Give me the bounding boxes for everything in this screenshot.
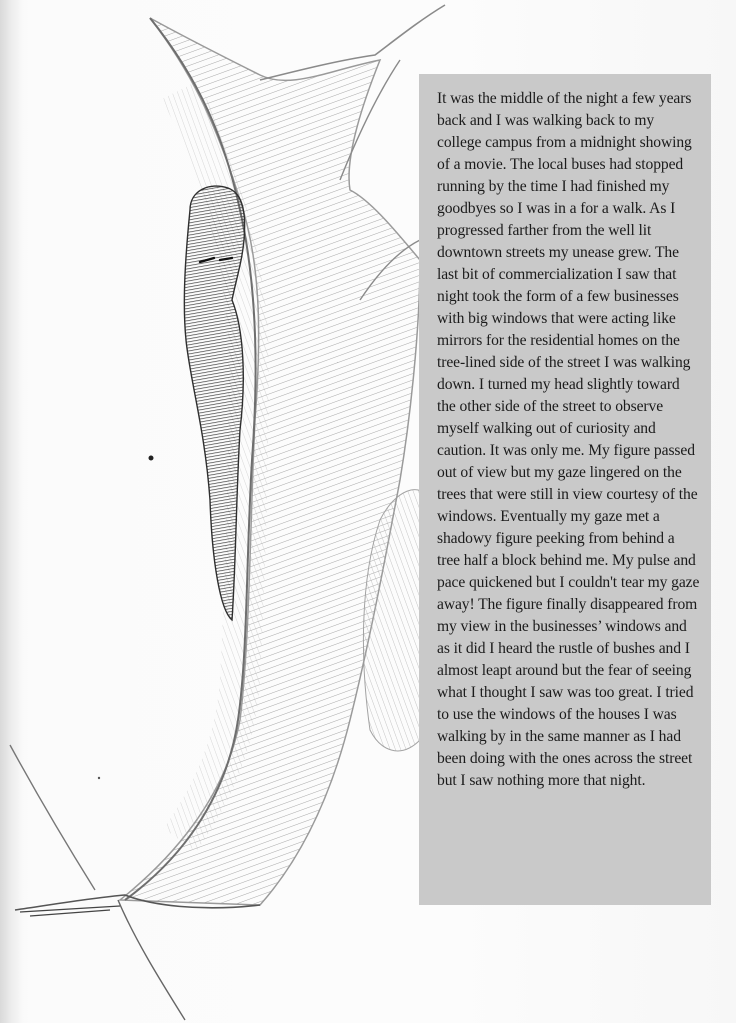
story-paragraph: It was the middle of the night a few years back and I was walking back to my college campus from a midnight showing of a movie. The local buses had stopped running by the time I had finished my goodbyes so I was in a for a walk. As I progressed farther from the well lit downtown streets my unease grew. The last bit of commercialization I saw that night took the form of a few businesses with big windows that were acting like mirrors for the residential homes on the tree-lined side of the street I was walking down. I turned my head slightly toward the other side of the street to observe myself walking out of curiosity and caution. It was only me. My figure passed out of view but my gaze lingered on the trees that were still in view courtesy of the windows. Eventually my gaze met a shadowy figure peeking from behind a tree half a block behind me. My pulse and pace quickened but I couldn't tear my gaze away! The figure finally disappeared from my view in the businesses’ windows and as it did I heard the rustle of bushes and I almost leapt around but the fear of seeing what I thought I saw was too great. I tried to use the windows of the houses I was walking by in the same manner as I had been doing with the ones across the street but I saw nothing more that night. (437, 90, 700, 789)
shadowy-figure-icon (184, 186, 244, 620)
story-text-box (419, 74, 711, 905)
